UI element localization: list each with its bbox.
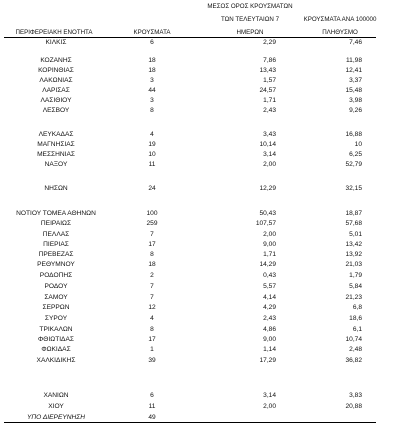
avg-value: 17,29 (259, 357, 276, 364)
avg-value: 9,00 (263, 241, 276, 248)
region-name: ΧΑΝΙΩΝ (43, 392, 69, 399)
cases-value: 4 (150, 315, 154, 322)
table-row (0, 140, 407, 149)
region-name: ΥΠΟ ΔΙΕΡΕΥΝΗΣΗ (27, 414, 85, 421)
region-name: ΛΕΣΒΟΥ (42, 107, 70, 114)
table-row (0, 413, 407, 422)
header-region: ΠΕΡΙΦΕΡΕΙΑΚΗ ΕΝΟΤΗΤΑ (15, 29, 93, 36)
avg-value: 4,86 (263, 326, 276, 333)
rate-value: 11,98 (345, 57, 362, 64)
region-name: ΝΑΞΟΥ (44, 161, 68, 168)
table-row (0, 209, 407, 218)
region-name: ΠΕΛΛΑΣ (42, 231, 70, 238)
rate-value: 10 (354, 141, 362, 148)
region-name: ΣΑΜΟΥ (44, 294, 68, 301)
rate-value: 13,92 (345, 251, 362, 258)
cases-value: 3 (150, 77, 154, 84)
cases-value: 39 (148, 357, 156, 364)
avg-value: 4,29 (263, 304, 276, 311)
table-row (0, 240, 407, 249)
region-name: ΝΟΤΙΟΥ ΤΟΜΕΑ ΑΘΗΝΩΝ (16, 210, 96, 217)
header-avg-line2: ΤΩΝ ΤΕΛΕΥΤΑΙΩΝ 7 (220, 16, 280, 23)
region-name: ΜΕΣΣΗΝΙΑΣ (37, 151, 75, 158)
region-name: ΠΕΙΡΑΙΩΣ (40, 220, 72, 227)
header-avg-line3: ΗΜΕΡΩΝ (236, 29, 264, 36)
avg-value: 14,29 (259, 261, 276, 268)
cases-value: 7 (150, 294, 154, 301)
region-name: ΚΙΛΚΙΣ (45, 39, 67, 46)
region-name: ΚΟΖΑΝΗΣ (40, 57, 72, 64)
cases-value: 8 (150, 326, 154, 333)
region-name: ΜΑΓΝΗΣΙΑΣ (37, 141, 75, 148)
cases-value: 44 (148, 87, 156, 94)
region-name: ΛΕΥΚΑΔΑΣ (38, 131, 74, 138)
region-name: ΤΡΙΚΑΛΩΝ (39, 326, 73, 333)
table-row (0, 391, 407, 400)
cases-value: 259 (146, 220, 158, 227)
region-name: ΡΕΘΥΜΝΟΥ (37, 261, 75, 268)
table-row (0, 150, 407, 159)
table-row (0, 314, 407, 323)
region-name: ΡΟΔΟΠΗΣ (39, 272, 73, 279)
avg-value: 2,43 (263, 107, 276, 114)
avg-value: 3,14 (263, 392, 276, 399)
table-row (0, 38, 407, 47)
region-name: ΧΑΛΚΙΔΙΚΗΣ (36, 357, 76, 364)
region-name: ΣΕΡΡΩΝ (42, 304, 70, 311)
rate-value: 3,98 (349, 97, 362, 104)
cases-value: 7 (150, 231, 154, 238)
region-name: ΣΥΡΟΥ (44, 315, 68, 322)
avg-value: 9,00 (263, 336, 276, 343)
rate-value: 21,23 (345, 294, 362, 301)
cases-value: 18 (148, 261, 156, 268)
cases-value: 19 (148, 141, 156, 148)
header-cases: ΚΡΟΥΣΜΑΤΑ (133, 29, 171, 36)
region-name: ΛΑΡΙΣΑΣ (42, 87, 70, 94)
table-row (0, 335, 407, 344)
rate-value: 6,25 (349, 151, 362, 158)
avg-value: 3,14 (263, 151, 276, 158)
avg-value: 2,00 (263, 231, 276, 238)
footer-rule (4, 422, 376, 423)
rate-value: 18,87 (345, 210, 362, 217)
rate-value: 13,42 (345, 241, 362, 248)
cases-value: 2 (150, 272, 154, 279)
avg-value: 2,43 (263, 315, 276, 322)
region-name: ΛΑΚΩΝΙΑΣ (39, 77, 73, 84)
rate-value: 1,79 (349, 272, 362, 279)
avg-value: 12,29 (259, 185, 276, 192)
cases-value: 12 (148, 304, 156, 311)
rate-value: 10,74 (345, 336, 362, 343)
table-row (0, 271, 407, 280)
avg-value: 107,57 (255, 220, 276, 227)
avg-value: 1,14 (263, 346, 276, 353)
rate-value: 12,41 (345, 67, 362, 74)
table-row (0, 76, 407, 85)
cases-value: 10 (148, 151, 156, 158)
avg-value: 4,14 (263, 294, 276, 301)
avg-value: 1,71 (263, 97, 276, 104)
table-row (0, 106, 407, 115)
cases-value: 17 (148, 241, 156, 248)
cases-value: 17 (148, 336, 156, 343)
region-name: ΧΙΟΥ (48, 403, 64, 410)
rate-value: 16,88 (345, 131, 362, 138)
rate-value: 6,8 (352, 304, 362, 311)
avg-value: 10,14 (259, 141, 276, 148)
rate-value: 18,6 (349, 315, 362, 322)
table-row (0, 250, 407, 259)
region-name: ΛΑΣΙΘΙΟΥ (40, 97, 72, 104)
cases-value: 18 (148, 57, 156, 64)
rate-value: 52,79 (345, 161, 362, 168)
rate-value: 2,48 (349, 346, 362, 353)
avg-value: 24,57 (259, 87, 276, 94)
avg-value: 3,43 (263, 131, 276, 138)
region-name: ΡΟΔΟΥ (44, 283, 68, 290)
table-row (0, 219, 407, 228)
avg-value: 2,00 (263, 161, 276, 168)
avg-value: 2,29 (263, 39, 276, 46)
region-name: ΠΡΕΒΕΖΑΣ (38, 251, 74, 258)
region-name: ΠΙΕΡΙΑΣ (43, 241, 69, 248)
rate-value: 32,15 (345, 185, 362, 192)
table-row (0, 56, 407, 65)
table-row (0, 96, 407, 105)
cases-value: 4 (150, 131, 154, 138)
table-row (0, 86, 407, 95)
rate-value: 5,84 (349, 283, 362, 290)
rate-value: 36,82 (345, 357, 362, 364)
cases-value: 11 (148, 161, 156, 168)
cases-value: 6 (150, 39, 154, 46)
cases-value: 3 (150, 97, 154, 104)
rate-value: 6,1 (352, 326, 362, 333)
region-name: ΦΩΚΙΔΑΣ (41, 346, 71, 353)
cases-value: 8 (150, 107, 154, 114)
cases-value: 7 (150, 283, 154, 290)
rate-value: 9,26 (349, 107, 362, 114)
cases-value: 6 (150, 392, 154, 399)
rate-value: 3,83 (349, 392, 362, 399)
table-row (0, 325, 407, 334)
table-row (0, 66, 407, 75)
cases-value: 8 (150, 251, 154, 258)
avg-value: 7,86 (263, 57, 276, 64)
avg-value: 2,00 (263, 403, 276, 410)
table-row (0, 130, 407, 139)
avg-value: 1,71 (263, 251, 276, 258)
region-name: ΚΟΡΙΝΘΙΑΣ (38, 67, 74, 74)
avg-value: 1,57 (263, 77, 276, 84)
table-row (0, 160, 407, 169)
table-row (0, 356, 407, 365)
cases-value: 11 (148, 403, 156, 410)
cases-value: 24 (148, 185, 156, 192)
avg-value: 13,43 (259, 67, 276, 74)
table-row (0, 293, 407, 302)
avg-value: 5,57 (263, 283, 276, 290)
region-name: ΝΗΣΩΝ (44, 185, 68, 192)
rate-value: 3,37 (349, 77, 362, 84)
cases-value: 1 (150, 346, 154, 353)
header-rate-line2: ΠΛΗΘΥΣΜΟ (322, 29, 358, 36)
region-name: ΦΘΙΩΤΙΔΑΣ (38, 336, 74, 343)
rate-value: 15,48 (345, 87, 362, 94)
cases-value: 49 (148, 414, 156, 421)
table-row (0, 184, 407, 193)
rate-value: 20,88 (345, 403, 362, 410)
table-row (0, 345, 407, 354)
table-row (0, 303, 407, 312)
avg-value: 0,43 (263, 272, 276, 279)
rate-value: 7,46 (349, 39, 362, 46)
cases-value: 100 (146, 210, 158, 217)
table-row (0, 402, 407, 411)
table-row (0, 282, 407, 291)
rate-value: 21,03 (345, 261, 362, 268)
table-row (0, 260, 407, 269)
table-row (0, 230, 407, 239)
avg-value: 50,43 (259, 210, 276, 217)
rate-value: 5,01 (349, 231, 362, 238)
header-rate-line1: ΚΡΟΥΣΜΑΤΑ ΑΝΑ 100000 (303, 16, 377, 23)
cases-value: 18 (148, 67, 156, 74)
rate-value: 57,68 (345, 220, 362, 227)
header-avg-line1: ΜΕΣΟΣ ΟΡΟΣ ΚΡΟΥΣΜΑΤΩΝ (207, 3, 293, 10)
